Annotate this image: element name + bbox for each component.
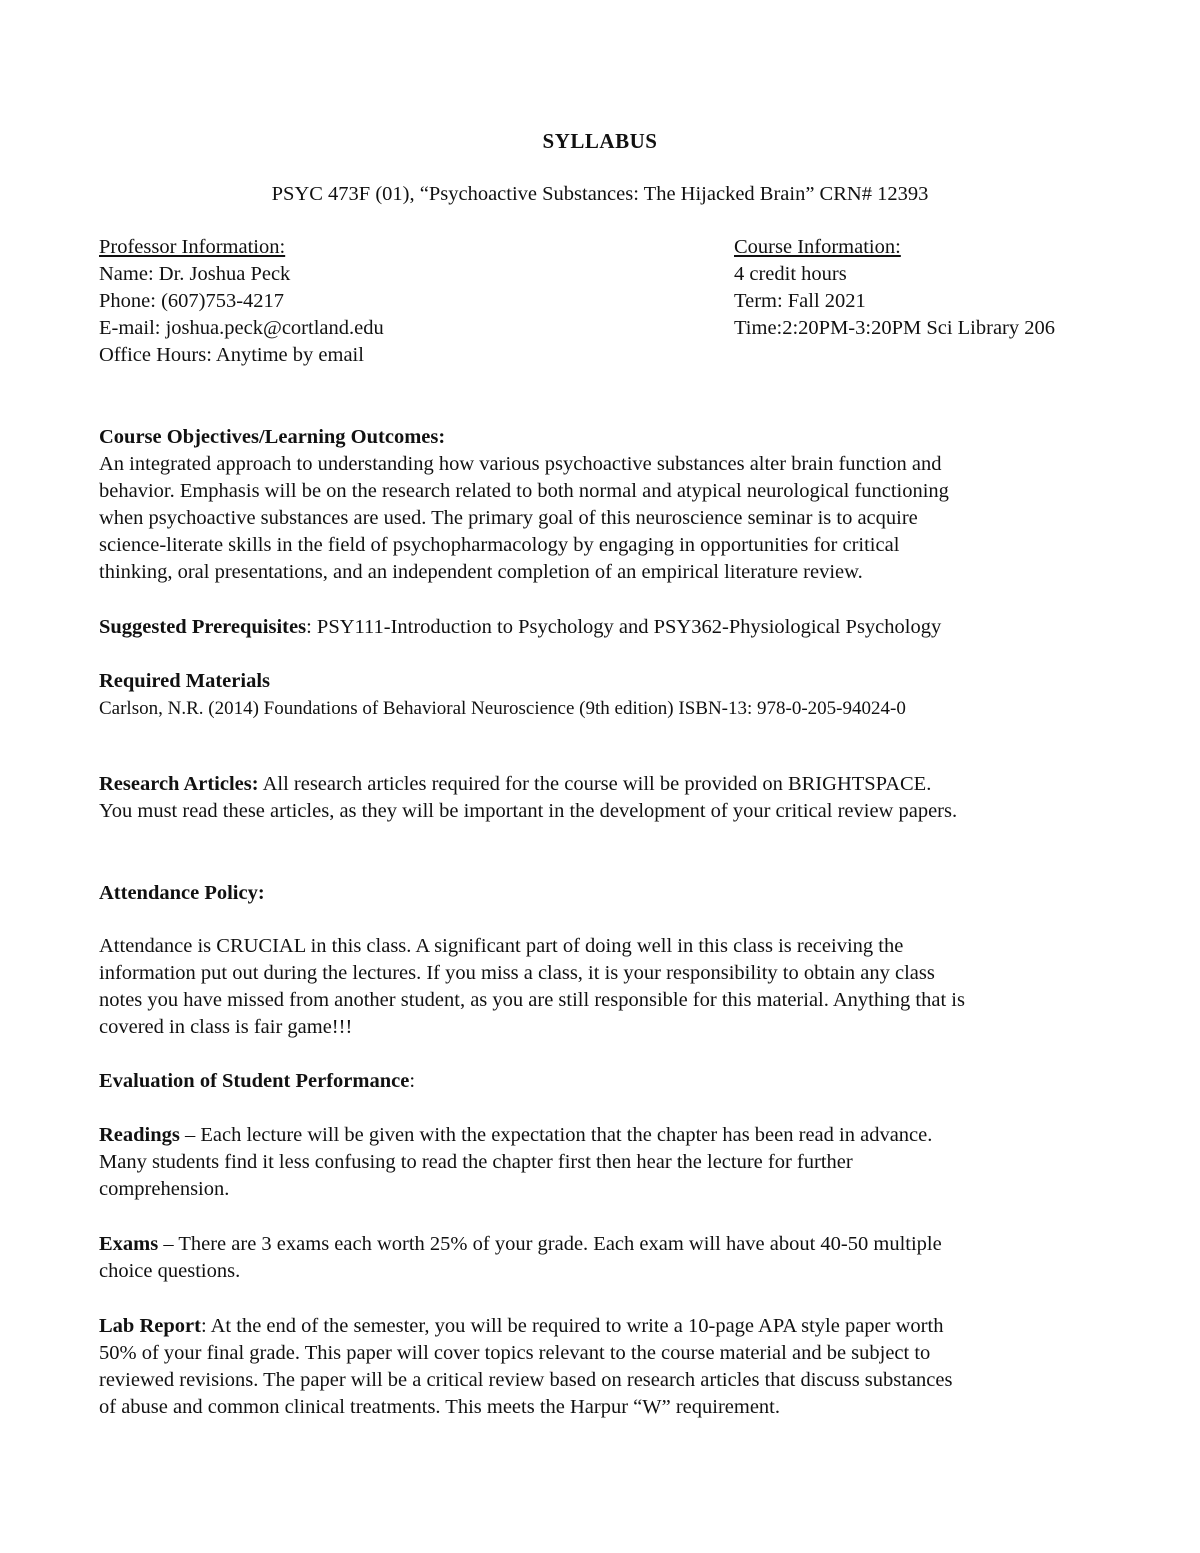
- document-title: SYLLABUS: [542, 129, 658, 153]
- materials-section: [99, 668, 1109, 722]
- attendance-line: notes you have missed from another student, as you are still responsible for this material. Anything that is: [99, 989, 965, 1011]
- course-credits: 4 credit hours: [734, 263, 847, 285]
- readings-line: comprehension.: [99, 1178, 230, 1200]
- readings-label: Readings: [99, 1124, 180, 1146]
- attendance-section: [99, 933, 1109, 1041]
- readings-line: Many students find it less confusing to read the chapter first then hear the lecture for further: [99, 1151, 853, 1173]
- lab-report-label: Lab Report: [99, 1315, 201, 1337]
- prerequisites-label: Suggested Prerequisites: [99, 616, 307, 638]
- attendance-line: covered in class is fair game!!!: [99, 1016, 353, 1038]
- lab-report-line: reviewed revisions. The paper will be a critical review based on research articles that discuss substances: [99, 1369, 953, 1391]
- attendance-heading-block: [99, 880, 1109, 907]
- materials-text: Carlson, N.R. (2014) Foundations of Behavioral Neuroscience (9th edition) ISBN-13: 978-0-205-94024-0: [99, 698, 906, 719]
- prerequisites-text: : PSY111-Introduction to Psychology and PSY362-Physiological Psychology: [306, 616, 942, 638]
- evaluation-section: [99, 1068, 1109, 1095]
- exams-section: [99, 1231, 1109, 1285]
- course-information: [734, 234, 1174, 342]
- professor-heading: Professor Information:: [99, 236, 286, 258]
- professor-office-hours: Office Hours: Anytime by email: [99, 344, 364, 366]
- course-info-heading: Course Information:: [734, 236, 901, 258]
- readings-section: [99, 1122, 1109, 1203]
- readings-text: – Each lecture will be given with the expectation that the chapter has been read in advance.: [179, 1124, 933, 1146]
- attendance-heading: Attendance Policy:: [99, 882, 265, 904]
- course-term: Term: Fall 2021: [734, 290, 866, 312]
- course-line: PSYC 473F (01), “Psychoactive Substances: The Hijacked Brain” CRN# 12393: [271, 183, 929, 205]
- course-time: Time:2:20PM-3:20PM Sci Library 206: [734, 317, 1056, 339]
- professor-email: E-mail: joshua.peck@cortland.edu: [99, 317, 384, 339]
- lab-report-section: [99, 1313, 1109, 1421]
- objectives-line: science-literate skills in the field of psychopharmacology by engaging in opportunities for critical: [99, 534, 900, 556]
- prerequisites-section: [99, 614, 1109, 641]
- evaluation-colon: :: [409, 1070, 416, 1092]
- lab-report-line: of abuse and common clinical treatments. This meets the Harpur “W” requirement.: [99, 1396, 781, 1418]
- objectives-section: [99, 424, 1109, 586]
- evaluation-heading: Evaluation of Student Performance: [99, 1070, 410, 1092]
- lab-report-text: : At the end of the semester, you will be required to write a 10-page APA style paper worth: [200, 1315, 944, 1337]
- research-articles-text: All research articles required for the course will be provided on BRIGHTSPACE.: [258, 773, 932, 795]
- objectives-line: thinking, oral presentations, and an independent completion of an empirical literature review.: [99, 561, 863, 583]
- objectives-line: when psychoactive substances are used. The primary goal of this neuroscience seminar is to acquire: [99, 507, 918, 529]
- professor-phone: Phone: (607)753-4217: [99, 290, 285, 312]
- professor-information: [99, 234, 659, 369]
- exams-label: Exams: [99, 1233, 159, 1255]
- research-articles-label: Research Articles:: [99, 773, 259, 795]
- exams-text: – There are 3 exams each worth 25% of your grade. Each exam will have about 40-50 multiple: [158, 1233, 942, 1255]
- research-articles-line: You must read these articles, as they will be important in the development of your critical review papers.: [99, 800, 958, 822]
- objectives-line: behavior. Emphasis will be on the research related to both normal and atypical neurological functioning: [99, 480, 949, 502]
- exams-line: choice questions.: [99, 1260, 241, 1282]
- professor-name: Name: Dr. Joshua Peck: [99, 263, 291, 285]
- attendance-line: Attendance is CRUCIAL in this class. A significant part of doing well in this class is receiving the: [99, 935, 904, 957]
- attendance-line: information put out during the lectures. If you miss a class, it is your responsibility to obtain any class: [99, 962, 935, 984]
- materials-heading: Required Materials: [99, 670, 270, 692]
- research-articles-section: [99, 771, 1109, 825]
- objectives-line: An integrated approach to understanding how various psychoactive substances alter brain function and: [99, 453, 942, 475]
- lab-report-line: 50% of your final grade. This paper will cover topics relevant to the course material and be subject to: [99, 1342, 931, 1364]
- objectives-heading: Course Objectives/Learning Outcomes:: [99, 426, 446, 448]
